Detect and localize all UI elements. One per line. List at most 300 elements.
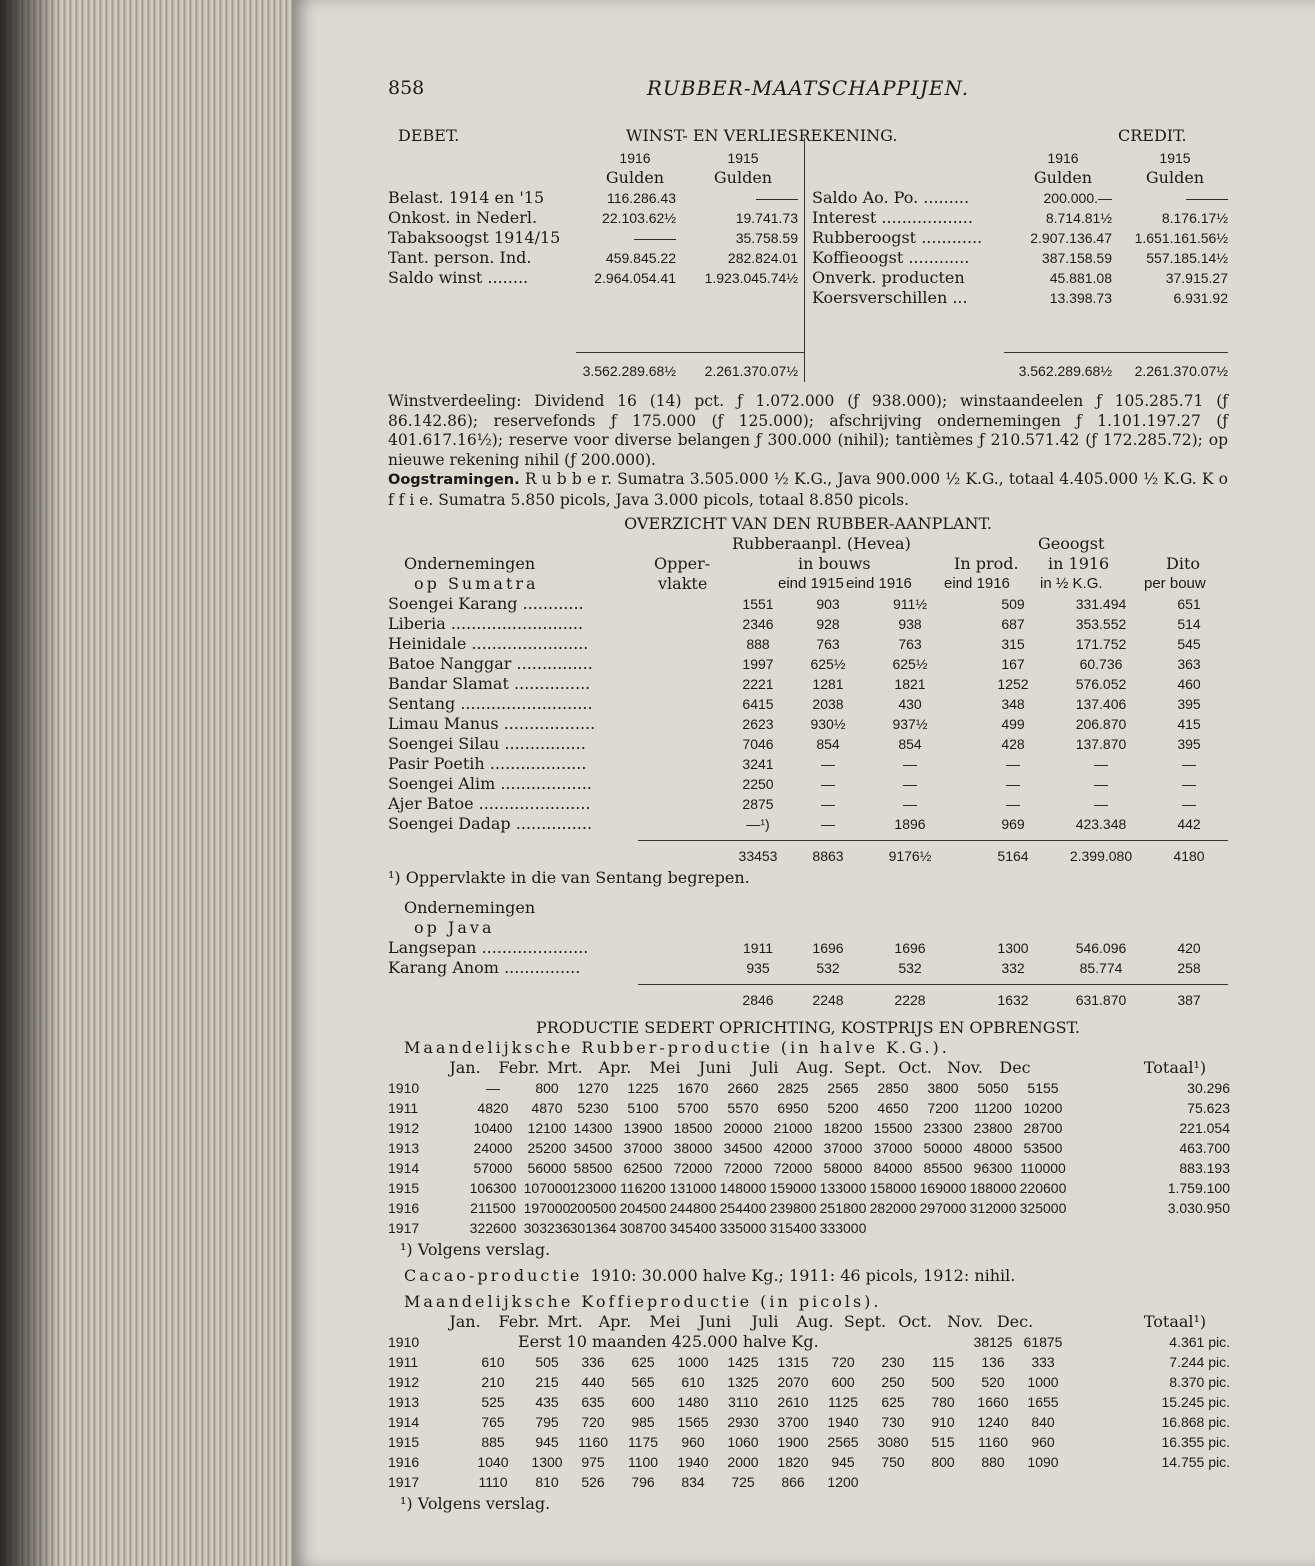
credit-value-1916: 387.158.59 [1041,250,1112,266]
plantation-cell: 430 [898,696,922,712]
debit-item: Tabaksoogst 1914/15 [388,228,561,247]
production-value: 635 [581,1394,605,1410]
debit-value-1915: 19.741.73 [735,210,798,226]
estate-row [388,814,1228,834]
plantation-cell: 420 [1177,940,1201,956]
production-value: 308700 [619,1220,667,1236]
production-value: 85500 [923,1160,963,1176]
production-value: 333 [1031,1354,1055,1370]
production-value: 10200 [1023,1100,1063,1116]
plantation-cell: 442 [1177,816,1201,832]
region-header: Ondernemingen [404,898,536,917]
estate-name: Batoe Nanggar ............... [388,654,593,673]
credit-value-1915: 37.915.27 [1165,270,1228,286]
production-value: 230 [881,1354,905,1370]
production-value: 610 [681,1374,705,1390]
production-value: 600 [631,1394,655,1410]
production-value: 197000 [523,1200,571,1216]
production-value: 885 [481,1434,505,1450]
estate-row [388,634,1228,654]
plantation-cell: 938 [898,616,922,632]
plantation-cell: 460 [1177,676,1201,692]
plantation-cell: 60.736 [1079,656,1123,672]
credit-item: Rubberoogst ............ [812,228,983,247]
month-header: Mei [649,1312,681,1331]
credit-item: Onverk. producten [812,268,965,287]
year-label: 1910 [388,1334,420,1350]
production-value: 526 [581,1474,605,1490]
estate-name: Heinidale ....................... [388,634,589,653]
plantation-cell: 137.870 [1075,736,1127,752]
plantation-cell: 763 [816,636,840,652]
year-label: 1916 [388,1454,420,1470]
production-value: 2565 [827,1434,859,1450]
production-value: 62500 [623,1160,663,1176]
col-header: eind 1916 [846,575,912,592]
plantation-cell: — [903,796,917,812]
estate-name: Bandar Slamat ............... [388,674,591,693]
production-value: 840 [1031,1414,1055,1430]
production-value: 565 [631,1374,655,1390]
plantation-cell: 514 [1177,616,1201,632]
production-value: 720 [831,1354,855,1370]
production-value: 25200 [527,1140,567,1156]
total-rule [638,840,1228,841]
currency-header: Gulden [1145,168,1205,187]
total-row [388,990,1228,1010]
debit-value-1915: 1.923.045.74½ [704,270,798,286]
production-value: 600 [831,1374,855,1390]
plantation-cell: — [1006,796,1020,812]
production-value: 5200 [827,1100,859,1116]
plantation-cell: 854 [898,736,922,752]
debit-value-1915: ——— [756,190,798,206]
total-cell: 2248 [812,992,844,1008]
plantation-cell: 167 [1001,656,1025,672]
debit-item: Saldo winst ........ [388,268,529,287]
production-row [388,1392,1228,1412]
plantation-cell: — [821,816,835,832]
credit-value-1915: 557.185.14½ [1146,250,1228,266]
production-value: 796 [631,1474,655,1490]
month-header: Mrt. [547,1312,583,1331]
plantation-cell: — [1182,756,1196,772]
plantation-cell: 315 [1001,636,1025,652]
col-group-header: Rubberaanpl. (Hevea) [732,534,911,553]
page-header [388,72,1228,108]
production-value: 50000 [923,1140,963,1156]
plantation-cell: — [821,796,835,812]
debit-item: Tant. person. Ind. [388,248,532,267]
production-value: 123000 [569,1180,617,1196]
credit-heading: CREDIT. [1118,126,1187,145]
production-value: 725 [731,1474,755,1490]
plantation-cell: 206.870 [1075,716,1127,732]
plantation-cell: 532 [816,960,840,976]
plantation-cell: 2875 [742,796,774,812]
plantation-cell: — [1094,796,1108,812]
production-value: 10400 [473,1120,513,1136]
month-header: Apr. [598,1312,632,1331]
plantation-cell: 258 [1177,960,1201,976]
production-value: 880 [981,1454,1005,1470]
production-value: 8.370 pic. [1169,1374,1230,1390]
col-header: Ondernemingen [404,554,536,573]
credit-value-1916: 200.000.— [1043,190,1112,206]
plantation-cell: — [1094,756,1108,772]
month-header: Mei [649,1058,681,1077]
production-value: 116200 [620,1180,666,1196]
month-header: Jan. [449,1312,481,1331]
region-header: op Sumatra [414,574,539,593]
plantation-cell: 7046 [742,736,774,752]
production-value: 106300 [469,1180,517,1196]
plantation-cell: 395 [1177,696,1201,712]
production-value: 72000 [673,1160,713,1176]
credit-item: Saldo Ao. Po. ......... [812,188,970,207]
currency-header: Gulden [713,168,773,187]
total-cell: 2228 [894,992,926,1008]
production-value: 3800 [927,1080,959,1096]
production-value: 795 [535,1414,559,1430]
production-value: 301364 [569,1220,617,1236]
plantation-cell: 428 [1001,736,1025,752]
estate-name: Soengei Silau ................ [388,734,586,753]
plantation-cell: 1696 [812,940,844,956]
plantation-cell: 546.096 [1075,940,1127,956]
production-value: 24000 [473,1140,513,1156]
year-label: 1914 [388,1414,420,1430]
production-value: 910 [931,1414,955,1430]
production-value: 610 [481,1354,505,1370]
production-value: 440 [581,1374,605,1390]
production-value: 1125 [827,1394,859,1410]
month-header: Juli [751,1058,779,1077]
month-header: Mrt. [547,1058,583,1077]
production-value: 188000 [969,1180,1017,1196]
coffee-production-table [388,1312,1228,1494]
credit-row [388,268,1228,288]
production-value: 1670 [677,1080,709,1096]
production-value: 239800 [769,1200,817,1216]
production-value: 84000 [873,1160,913,1176]
plantation-cell: — [1006,776,1020,792]
production-value: 244800 [669,1200,717,1216]
year-header: 1915 [727,150,759,166]
production-value: 159000 [769,1180,817,1196]
plantation-cell: 937½ [892,716,928,732]
plantation-cell: 935 [746,960,770,976]
production-value: 37000 [873,1140,913,1156]
plantation-cell: 625½ [892,656,928,672]
plantation-cell: 576.052 [1075,676,1127,692]
total-cell: 4180 [1173,848,1205,864]
production-value: 5155 [1027,1080,1059,1096]
credit-value-1915: 8.176.17½ [1161,210,1228,226]
production-value: 1240 [977,1414,1009,1430]
production-value: 2000 [727,1454,759,1470]
production-value: 96300 [973,1160,1013,1176]
total-cell: 2846 [742,992,774,1008]
credit-item: Koffieoogst ............ [812,248,970,267]
plantation-cell: 2623 [742,716,774,732]
plantation-cell: 423.348 [1075,816,1127,832]
plantation-cell: 1551 [742,596,774,612]
year-label: 1912 [388,1374,420,1390]
production-value: 133000 [819,1180,867,1196]
production-value: 200500 [569,1200,617,1216]
plantation-cell: 85.774 [1079,960,1123,976]
plantation-cell: 2346 [742,616,774,632]
production-value: 4820 [477,1100,509,1116]
production-value: 2930 [727,1414,759,1430]
month-header: Juni [698,1058,732,1077]
production-value: 5570 [727,1100,759,1116]
col-header: per bouw [1144,575,1206,592]
production-value: 322600 [469,1220,517,1236]
plantation-cell: 969 [1001,816,1025,832]
production-value: 38000 [673,1140,713,1156]
production-value: 1655 [1027,1394,1059,1410]
credit-row [388,288,1228,308]
currency-header: Gulden [605,168,665,187]
page [292,0,1315,1566]
production-value: 15500 [873,1120,913,1136]
estate-row [388,614,1228,634]
plantation-cell: 353.552 [1075,616,1127,632]
col-header: Opper- [654,554,711,573]
month-header: Aug. [796,1058,834,1077]
production-value: 115 [931,1354,955,1370]
production-value: 1060 [727,1434,759,1450]
production-value: 204500 [619,1200,667,1216]
production-value: 5230 [577,1100,609,1116]
production-value: 58500 [573,1160,613,1176]
year-label: 1913 [388,1394,420,1410]
production-value: 72000 [723,1160,763,1176]
production-value: 42000 [773,1140,813,1156]
year-header: 1916 [1047,150,1079,166]
plantation-cell: — [1182,776,1196,792]
total-cell: 33453 [738,848,778,864]
plantation-cell: 2221 [742,676,774,692]
col-header: eind 1915 [778,575,844,592]
production-value: 1940 [827,1414,859,1430]
year-label: 1915 [388,1434,420,1450]
total-cell: 8863 [812,848,844,864]
plantation-cell: 930½ [810,716,846,732]
production-value: 625 [881,1394,905,1410]
estate-row [388,674,1228,694]
production-value: 1200 [827,1474,859,1490]
production-row [388,1218,1228,1238]
production-value: 315400 [769,1220,817,1236]
production-value: 18200 [823,1120,863,1136]
production-value: 960 [1031,1434,1055,1450]
production-value: — [486,1080,500,1096]
plantation-cell: 2250 [742,776,774,792]
production-value: 3700 [777,1414,809,1430]
production-value: 515 [931,1434,955,1450]
production-value: 110000 [1020,1160,1066,1176]
production-value: 500 [931,1374,955,1390]
production-value: 1480 [677,1394,709,1410]
production-row [388,1412,1228,1432]
production-value: 221.054 [1179,1120,1230,1136]
plantation-cell: — [903,776,917,792]
plantation-cell: 395 [1177,736,1201,752]
production-note: Eerst 10 maanden 425.000 halve Kg. [518,1332,819,1351]
production-value: 1225 [627,1080,659,1096]
col-header: vlakte [658,574,708,593]
footnote: ¹) Volgens verslag. [400,1240,551,1259]
production-row [388,1138,1228,1158]
month-header: Sept. [843,1058,887,1077]
production-value: 56000 [527,1160,567,1176]
production-value: 520 [981,1374,1005,1390]
plantation-cell: 415 [1177,716,1201,732]
credit-value-1915: 1.651.161.56½ [1134,230,1228,246]
plantation-cell: 499 [1001,716,1025,732]
plantation-cell: 1896 [894,816,926,832]
running-title: RUBBER-MAATSCHAPPIJEN. [646,76,970,100]
debit-value-1916: 22.103.62½ [602,210,676,226]
debit-total-1915: 2.261.370.07½ [704,363,798,379]
production-value: 625 [631,1354,655,1370]
col-header: in bouws [798,554,871,573]
production-value: 250 [881,1374,905,1390]
estate-name: Limau Manus .................. [388,714,596,733]
binding-shadow [0,0,60,1566]
production-value: 11200 [974,1100,1012,1116]
production-row [388,1372,1228,1392]
production-value: 107000 [523,1180,571,1196]
production-value: 131000 [669,1180,717,1196]
plantation-cell: 331.494 [1075,596,1127,612]
debit-value-1916: 116.286.43 [606,190,676,206]
production-value: 1425 [727,1354,759,1370]
plantation-cell: 545 [1177,636,1201,652]
production-value: 1300 [531,1454,563,1470]
estate-row [388,794,1228,814]
credit-row [388,248,1228,268]
production-row [388,1432,1228,1452]
month-header: Dec [999,1058,1031,1077]
month-header: Apr. [598,1058,632,1077]
profit-distribution-text: Dividend 16 (14) pct. ƒ 1.072.000 (ƒ 938.000); winstaandeelen ƒ 105.285.71 (ƒ 86.142.86); reservefonds ƒ 175.000 (ƒ 125.000); afschrijving ondernemingen ƒ 1.101.197.27 (ƒ 401.617.16½); reserve voor diverse belangen ƒ 300.000 (nihil); tantièmes ƒ 210.571.42 (ƒ 172.285.72); op nieuwe rekening nihil (ƒ 200.000). [388,392,1228,469]
year-label: 1914 [388,1160,420,1176]
month-header: Dec. [996,1312,1034,1331]
credit-item: Interest .................. [812,208,973,227]
rubber-production-table [388,1058,1228,1240]
production-value: 2565 [827,1080,859,1096]
production-value: 960 [681,1434,705,1450]
production-value: 23800 [973,1120,1013,1136]
profit-distribution-label: Winstverdeeling: [388,392,522,410]
year-label: 1912 [388,1120,420,1136]
plantation-cell: 532 [898,960,922,976]
currency-header: Gulden [1033,168,1093,187]
month-header: Nov. [947,1058,983,1077]
month-header: Oct. [898,1058,932,1077]
plantation-cell: 1252 [997,676,1029,692]
production-value: 211500 [470,1200,516,1216]
production-row [388,1332,1228,1352]
production-row [388,1118,1228,1138]
production-value: 28700 [1023,1120,1063,1136]
estate-name: Langsepan ..................... [388,938,589,957]
col-header: eind 1916 [944,575,1010,592]
total-rule [638,984,1228,985]
debit-item: Belast. 1914 en '15 [388,188,545,207]
month-header: Oct. [898,1312,932,1331]
production-value: 7200 [927,1100,959,1116]
plantation-cell: 888 [746,636,770,652]
production-row [388,1352,1228,1372]
estate-row [388,774,1228,794]
production-row [388,1198,1228,1218]
production-value: 1565 [677,1414,709,1430]
year-label: 1917 [388,1474,420,1490]
production-value: 1900 [777,1434,809,1450]
plantation-cell: 1281 [812,676,844,692]
production-value: 1270 [577,1080,609,1096]
production-value: 297000 [919,1200,967,1216]
production-value: 16.868 pic. [1161,1414,1230,1430]
year-header: 1915 [1159,150,1191,166]
footnote: ¹) Volgens verslag. [400,1494,551,1513]
estate-name: Ajer Batoe ...................... [388,794,591,813]
plantation-cell: 509 [1001,596,1025,612]
total-cell: 387 [1177,992,1201,1008]
month-header-row [388,1312,1228,1332]
month-header: Febr. [498,1312,540,1331]
production-value: 6950 [777,1100,809,1116]
production-value: 1000 [677,1354,709,1370]
production-value: 1.759.100 [1167,1180,1230,1196]
production-value: 30.296 [1187,1080,1230,1096]
credit-total-1915: 2.261.370.07½ [1134,363,1228,379]
production-value: 2610 [777,1394,809,1410]
cacao-production [404,1266,1228,1286]
estate-name: Karang Anom ............... [388,958,581,977]
production-value: 345400 [669,1220,717,1236]
production-value: 136 [981,1354,1005,1370]
production-value: 169000 [919,1180,967,1196]
production-row [388,1098,1228,1118]
plantation-cell: 1696 [894,940,926,956]
plantation-cell: 2038 [812,696,844,712]
production-value: 23300 [923,1120,963,1136]
production-value: 58000 [823,1160,863,1176]
production-value: 3080 [877,1434,909,1450]
production-value: 5700 [677,1100,709,1116]
production-value: 16.355 pic. [1161,1434,1230,1450]
production-value: 2825 [777,1080,809,1096]
debit-value-1916: 459.845.22 [605,250,676,266]
production-value: 20000 [723,1120,763,1136]
plantation-cell: 1997 [742,656,774,672]
production-value: 810 [535,1474,559,1490]
plantation-cell: — [821,756,835,772]
harvest-estimate [388,470,1228,510]
account-heading: WINST- EN VERLIESREKENING. [626,126,898,145]
col-header: Geoogst [1038,534,1105,553]
production-value: 780 [931,1394,955,1410]
total-rule [1004,352,1228,353]
production-value: 975 [581,1454,605,1470]
production-value: 750 [881,1454,905,1470]
